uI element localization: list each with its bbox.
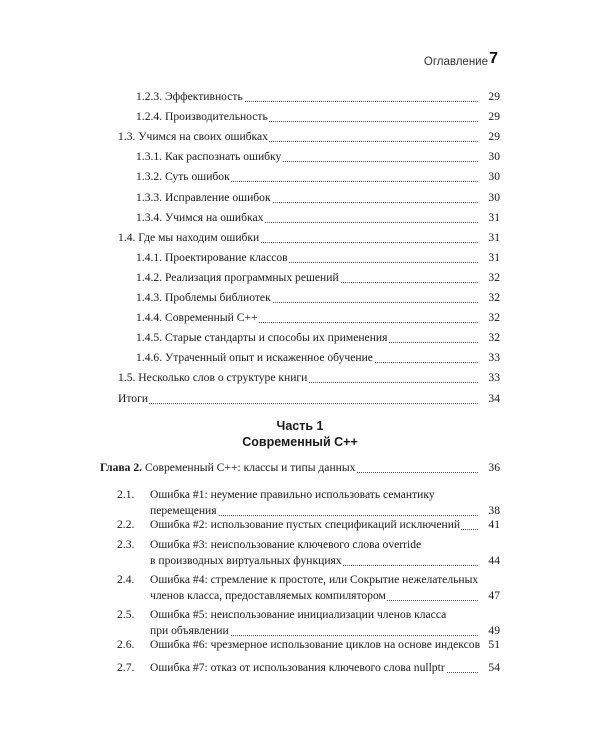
toc-entry[interactable] <box>118 391 500 407</box>
toc-entry-page: 31 <box>488 250 500 264</box>
toc-item-line <box>150 588 500 604</box>
toc-entry-page: 32 <box>488 331 500 345</box>
toc-entry[interactable] <box>136 109 500 125</box>
toc-item-number: 2.6. <box>117 638 135 651</box>
toc-item-body <box>150 572 500 604</box>
toc-entry-page: 33 <box>488 371 500 385</box>
toc-entry[interactable] <box>136 310 500 326</box>
toc-entry-page: 32 <box>488 270 500 284</box>
toc-entry[interactable] <box>136 250 500 266</box>
toc-item-text: при объявлении <box>150 624 229 637</box>
toc-entry-title: 1.3. Учимся на своих ошибках <box>118 130 268 144</box>
toc-entry[interactable] <box>136 270 500 286</box>
toc-item-line <box>150 637 500 653</box>
toc-entry-title: 1.3.4. Учимся на ошибках <box>136 210 264 224</box>
toc-item-page: 47 <box>488 589 500 602</box>
toc-item-page: 41 <box>488 518 500 531</box>
toc-entry[interactable] <box>136 169 500 185</box>
toc-entry-title: 1.3.1. Как распознать ошибку <box>136 150 282 164</box>
toc-item-number: 2.5. <box>117 608 135 621</box>
toc-entry-page: 33 <box>488 351 500 365</box>
chapter-entry[interactable] <box>100 460 500 476</box>
toc-item-text: членов класса, предоставляемых компилятором <box>150 589 386 602</box>
toc-entry-page: 30 <box>488 150 500 164</box>
toc-item-text: в производных виртуальных функциях <box>150 554 342 567</box>
toc-entry-title: 1.3.2. Суть ошибок <box>136 170 230 184</box>
toc-entry[interactable] <box>136 290 500 306</box>
toc-entry[interactable] <box>136 149 500 165</box>
toc-item-text: Ошибка #6: чрезмерное использование циклов на основе индексов <box>150 638 481 651</box>
toc-entry-title: 1.4. Где мы находим ошибки <box>118 230 260 244</box>
toc-entry-title: 1.4.5. Старые стандарты и способы их применения <box>136 331 388 345</box>
toc-entry[interactable] <box>118 129 500 145</box>
toc-item-number: 2.4. <box>117 573 135 586</box>
toc-item-text: Ошибка #5: неиспользование инициализации членов класса <box>150 608 447 621</box>
toc-item-line <box>150 572 500 588</box>
toc-item-line <box>150 660 500 676</box>
chapter-page: 36 <box>488 461 500 474</box>
toc-item-text: Ошибка #7: отказ от использования ключевого слова nullptr <box>150 661 445 674</box>
toc-entry[interactable] <box>136 350 500 366</box>
toc-item-line <box>150 537 500 553</box>
toc-entry-title: 1.3.3. Исправление ошибок <box>136 190 271 204</box>
toc-item-line <box>150 607 500 623</box>
toc-item-page: 51 <box>488 638 500 651</box>
toc-entry-title: 1.2.3. Эффективность <box>136 90 243 103</box>
toc-entry[interactable] <box>136 190 500 206</box>
toc-entry-title: 1.4.4. Современный C++ <box>136 311 258 325</box>
toc-entry-page: 29 <box>488 130 500 144</box>
toc-entry[interactable] <box>136 89 500 105</box>
toc-entry[interactable] <box>136 330 500 346</box>
toc-item-body <box>150 487 500 519</box>
toc-item-text: Ошибка #3: неиспользование ключевого слова override <box>150 538 422 551</box>
toc-item-page: 49 <box>488 624 500 637</box>
toc-entry-page: 34 <box>488 391 500 405</box>
toc-item-page: 38 <box>488 504 500 517</box>
toc-item-body <box>150 660 500 676</box>
toc-entry[interactable] <box>136 210 500 226</box>
toc-entry-page: 32 <box>488 311 500 325</box>
toc-entry[interactable] <box>118 230 500 246</box>
running-header <box>0 48 600 72</box>
toc-item-text: Ошибка #4: стремление к простоте, или Сокрытие нежелательных <box>150 573 479 586</box>
toc-item-body <box>150 607 500 639</box>
part-title: Современный C++ <box>242 435 358 449</box>
toc-item-body <box>150 517 500 533</box>
toc-item-number: 2.3. <box>117 538 135 551</box>
toc-entry[interactable] <box>118 370 500 386</box>
toc-item-text: Ошибка #1: неумение правильно использовать семантику <box>150 488 435 501</box>
toc-entry-title: 1.2.4. Производительность <box>136 110 268 124</box>
toc-item-line <box>150 517 500 533</box>
toc-entry-page: 31 <box>488 230 500 244</box>
toc-item-body <box>150 637 500 653</box>
page-number: 7 <box>489 50 498 67</box>
toc-entry-page: 31 <box>488 210 500 224</box>
part-number: Часть 1 <box>276 419 324 433</box>
toc-entry-title: 1.4.6. Утраченный опыт и искаженное обучение <box>136 351 373 365</box>
toc-entry-page: 32 <box>488 291 500 304</box>
toc-entry-page: 29 <box>488 90 500 103</box>
toc-item-body <box>150 537 500 569</box>
toc-item-page: 54 <box>488 661 500 674</box>
toc-entry-page: 30 <box>488 170 500 184</box>
toc-entry-title: 1.4.3. Проблемы библиотек <box>136 291 271 304</box>
dot-leader <box>118 391 478 404</box>
chapter-label: Глава 2. <box>100 461 143 474</box>
toc-entry-title: 1.4.2. Реализация программных решений <box>136 270 339 284</box>
toc-item-line <box>150 487 500 503</box>
toc-item-number: 2.7. <box>117 661 135 674</box>
toc-item-number: 2.1. <box>117 488 135 501</box>
chapter-title: Современный C++: классы и типы данных <box>144 461 356 474</box>
toc-item-text: перемещения <box>150 504 217 517</box>
toc-entry-title: 1.5. Несколько слов о структуре книги <box>118 371 308 385</box>
toc-entry-title: Итоги <box>118 391 149 405</box>
toc-entry-page: 30 <box>488 190 500 204</box>
toc-entry-page: 29 <box>488 110 500 124</box>
toc-item-number: 2.2. <box>117 518 135 531</box>
toc-item-line <box>150 553 500 569</box>
toc-entry-title: 1.4.1. Проектирование классов <box>136 250 288 264</box>
running-header-title: Оглавление <box>423 56 488 68</box>
toc-item-text: Ошибка #2: использование пустых спецификаций исключений <box>150 518 461 531</box>
toc-item-page: 44 <box>488 554 500 567</box>
